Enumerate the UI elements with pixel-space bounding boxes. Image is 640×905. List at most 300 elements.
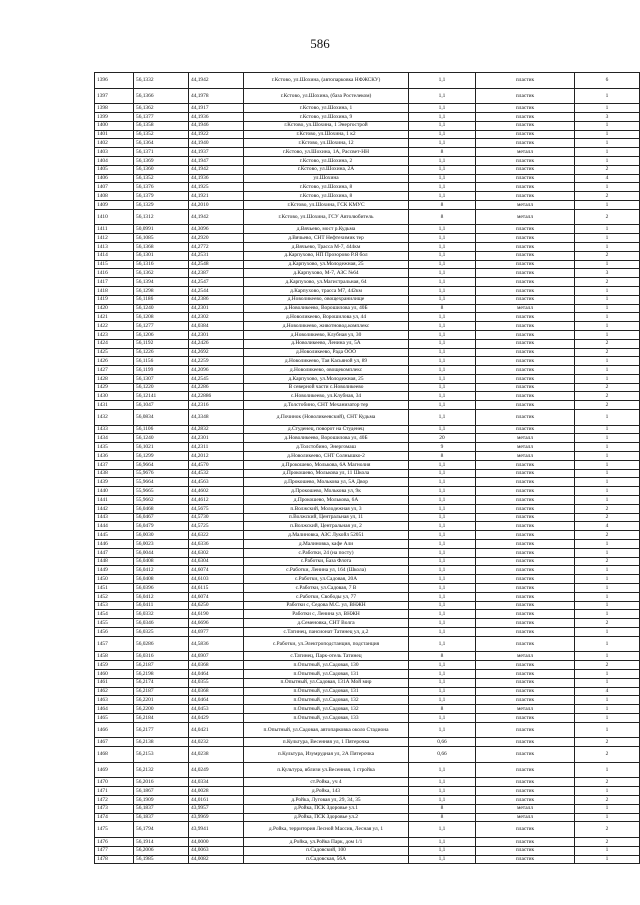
table-row [95,234,640,243]
count-cell: 2 [575,619,640,628]
latitude-cell: 56,0479 [134,522,189,531]
address-cell: п.Волжский, Центральная ул, 2 [244,522,409,531]
material-cell: пластик [476,610,575,619]
row-number-cell: 1415 [95,260,134,269]
longitude-cell: 44,1978 [189,88,244,104]
table-row [95,392,640,401]
latitude-cell: 56,1867 [134,787,189,796]
material-cell: металл [476,200,575,209]
longitude-cell: 44,1937 [189,148,244,157]
row-number-cell: 1422 [95,322,134,331]
longitude-cell: 44,0464 [189,669,244,678]
volume-cell: 1,1 [409,795,476,804]
volume-cell: 1,1 [409,225,476,234]
address-cell: д.Новоликеево, СНТ Солнышко-2 [244,452,409,461]
volume-cell: 1,1 [409,762,476,778]
address-cell: д.Ройка, ПСК Здоровье ул.2 [244,813,409,822]
row-number-cell: 1404 [95,156,134,165]
material-cell: пластик [476,722,575,738]
table-row [95,522,640,531]
longitude-cell: 44,2010 [189,200,244,209]
row-number-cell: 1432 [95,410,134,426]
latitude-cell: 56,0834 [134,410,189,426]
row-number-cell: 1448 [95,557,134,566]
count-cell: 4 [575,174,640,183]
material-cell: пластик [476,165,575,174]
count-cell: 1 [575,88,640,104]
address-cell: д.Прокошево, Молькова ул, 11 Школа [244,469,409,478]
row-number-cell: 1418 [95,286,134,295]
row-number-cell: 1454 [95,610,134,619]
latitude-cell: 56,1368 [134,242,189,251]
volume-cell: 1,1 [409,278,476,287]
count-cell: 2 [575,192,640,201]
material-cell: пластик [476,738,575,747]
latitude-cell: 56,2132 [134,762,189,778]
latitude-cell: 56,1369 [134,156,189,165]
count-cell: 1 [575,696,640,705]
table-row [95,104,640,113]
row-number-cell: 1473 [95,804,134,813]
volume-cell: 1,1 [409,678,476,687]
address-cell: п.Культура, вблизи ул.Весенняя, 1 стройка [244,762,409,778]
table-row [95,705,640,714]
count-cell: 2 [575,778,640,787]
address-cell: г.Кстово, ул.Шохина, 1А, Рассвет-НН [244,148,409,157]
count-cell: 1 [575,225,640,234]
material-cell: пластик [476,822,575,838]
count-cell: 1 [575,330,640,339]
material-cell: пластик [476,504,575,513]
latitude-cell: 56,0316 [134,652,189,661]
material-cell: пластик [476,513,575,522]
latitude-cell: 56,0411 [134,601,189,610]
table-row [95,330,640,339]
table-row [95,452,640,461]
address-cell: д.Новоликеево, Ленина ул, 5А [244,339,409,348]
count-cell: 1 [575,234,640,243]
row-number-cell: 1444 [95,522,134,531]
volume-cell: 1,1 [409,687,476,696]
table-row [95,374,640,383]
row-number-cell: 1417 [95,278,134,287]
address-cell: г.Кстово, ул.Шохина, 1 к2 [244,130,409,139]
count-cell: 1 [575,592,640,601]
row-number-cell: 1453 [95,601,134,610]
material-cell: пластик [476,669,575,678]
longitude-cell: 44,1942 [189,209,244,225]
row-number-cell: 1456 [95,628,134,637]
longitude-cell: 44,2286 [189,383,244,392]
address-cell: п.Опытный, ул.Садовая, 132 [244,696,409,705]
row-number-cell: 1451 [95,584,134,593]
table-row [95,787,640,796]
volume-cell: 1,1 [409,713,476,722]
address-cell: п.Опытный, ул.Садовая, 133 [244,713,409,722]
material-cell: пластик [476,88,575,104]
latitude-cell: 56,1226 [134,348,189,357]
longitude-cell: 44,2311 [189,443,244,452]
latitude-cell: 56,1352 [134,130,189,139]
count-cell: 1 [575,575,640,584]
longitude-cell: 44,2096 [189,366,244,375]
volume-cell: 1,1 [409,174,476,183]
material-cell: пластик [476,531,575,540]
count-cell: 2 [575,348,640,357]
material-cell: пластик [476,795,575,804]
volume-cell: 1,1 [409,425,476,434]
longitude-cell: 44,0368 [189,687,244,696]
address-cell: д.Семеновка, СНТ Волга [244,619,409,628]
count-cell: 1 [575,183,640,192]
material-cell: пластик [476,410,575,426]
count-cell: 1 [575,286,640,295]
address-cell: п.Опытный, ул.Садовая, 132 [244,705,409,714]
row-number-cell: 1414 [95,251,134,260]
volume-cell: 1,1 [409,112,476,121]
count-cell: 2 [575,661,640,670]
row-number-cell: 1412 [95,234,134,243]
longitude-cell: 44,1936 [189,112,244,121]
longitude-cell: 44,2301 [189,304,244,313]
table-row [95,846,640,855]
volume-cell: 1,1 [409,822,476,838]
volume-cell: 1,1 [409,540,476,549]
table-row [95,628,640,637]
longitude-cell: 44,5725 [189,522,244,531]
table-row [95,269,640,278]
address-cell: д.Новоликеево, овощехранилище [244,295,409,304]
address-cell: Работки с, Ленина ул, ВНЖН [244,610,409,619]
row-number-cell: 1469 [95,762,134,778]
table-row [95,592,640,601]
material-cell: пластик [476,104,575,113]
material-cell: пластик [476,260,575,269]
table-row [95,795,640,804]
material-cell: пластик [476,628,575,637]
longitude-cell: 44,2301 [189,434,244,443]
table-row [95,112,640,121]
material-cell: пластик [476,130,575,139]
count-cell: 1 [575,496,640,505]
count-cell: 1 [575,705,640,714]
longitude-cell: 44,4612 [189,496,244,505]
address-cell: г.Кстово, ул.Шохина, 8 [244,192,409,201]
address-cell: г.Кстово, ул.Шохина, 8 [244,183,409,192]
material-cell: металл [476,443,575,452]
volume-cell: 1,1 [409,778,476,787]
count-cell: 1 [575,443,640,452]
volume-cell: 1,1 [409,330,476,339]
row-number-cell: 1403 [95,148,134,157]
address-cell: д.Новоликеево, Ворошилова ул, 40Б [244,304,409,313]
volume-cell: 1,1 [409,661,476,670]
count-cell: 1 [575,804,640,813]
latitude-cell: 56,1021 [134,443,189,452]
address-cell: г.Кстово, ул.Шохина, 2А [244,165,409,174]
latitude-cell: 56,1837 [134,813,189,822]
count-cell: 1 [575,566,640,575]
material-cell: пластик [476,139,575,148]
longitude-cell: 44,2545 [189,374,244,383]
longitude-cell: 44,2544 [189,286,244,295]
address-cell: г.Кстово, ул.Шохина, ГСУ Автолюбитель [244,209,409,225]
latitude-cell: 56,1358 [134,121,189,130]
latitude-cell: 56,1329 [134,200,189,209]
row-number-cell: 1455 [95,619,134,628]
longitude-cell: 43,9969 [189,813,244,822]
latitude-cell: 56,2153 [134,747,189,763]
table-row [95,242,640,251]
table-row [95,738,640,747]
latitude-cell: 56,0408 [134,575,189,584]
table-row [95,366,640,375]
row-number-cell: 1435 [95,443,134,452]
count-cell: 1 [575,636,640,652]
longitude-cell: 44,2832 [189,425,244,434]
latitude-cell: 56,1985 [134,855,189,864]
material-cell: пластик [476,313,575,322]
latitude-cell: 55,9664 [134,478,189,487]
latitude-cell: 56,0412 [134,566,189,575]
material-cell: пластик [476,540,575,549]
address-cell: д.Карпухово, ул.Молодежная, 25 [244,374,409,383]
latitude-cell: 56,1240 [134,434,189,443]
latitude-cell: 56,0396 [134,584,189,593]
material-cell: пластик [476,762,575,778]
latitude-cell: 56,1371 [134,148,189,157]
material-cell: металл [476,813,575,822]
table-row [95,313,640,322]
longitude-cell: 44,2531 [189,251,244,260]
count-cell: 3 [575,112,640,121]
table-row [95,286,640,295]
volume-cell: 1,1 [409,339,476,348]
count-cell: 1 [575,156,640,165]
address-cell: с.Работки, 24 (на посту) [244,548,409,557]
longitude-cell: 44,0082 [189,855,244,864]
longitude-cell: 44,0249 [189,762,244,778]
material-cell: металл [476,452,575,461]
volume-cell: 1,1 [409,165,476,174]
row-number-cell: 1452 [95,592,134,601]
latitude-cell: 56,1914 [134,837,189,846]
row-number-cell: 1434 [95,434,134,443]
address-cell: п.Опытный, ул.Садовая, 130 [244,661,409,670]
address-cell: ул.Шохина [244,174,409,183]
longitude-cell: 44,0355 [189,678,244,687]
longitude-cell: 44,2259 [189,357,244,366]
row-number-cell: 1470 [95,778,134,787]
material-cell: пластик [476,234,575,243]
table-row [95,278,640,287]
address-cell: с.Новоликеево, ул.Клубная, 34 [244,392,409,401]
material-cell: металл [476,148,575,157]
count-cell: 3 [575,269,640,278]
material-cell: пластик [476,392,575,401]
count-cell: 1 [575,584,640,593]
count-cell: 6 [575,73,640,89]
material-cell: пластик [476,696,575,705]
table-row [95,804,640,813]
count-cell: 1 [575,669,640,678]
volume-cell: 1,1 [409,837,476,846]
longitude-cell: 44,6907 [189,652,244,661]
longitude-cell: 44,0161 [189,795,244,804]
latitude-cell: 56,1047 [134,401,189,410]
table-row [95,410,640,426]
volume-cell: 1,1 [409,696,476,705]
longitude-cell: 44,0232 [189,738,244,747]
material-cell: пластик [476,330,575,339]
table-row [95,192,640,201]
longitude-cell: 44,2301 [189,330,244,339]
material-cell: пластик [476,557,575,566]
material-cell: металл [476,209,575,225]
count-cell: 2 [575,278,640,287]
address-cell: п.Садовский, 100 [244,846,409,855]
latitude-cell: 56,1299 [134,452,189,461]
address-cell: с.Татинец, пансионат Татинец ул, д.2 [244,628,409,637]
latitude-cell: 56,1362 [134,269,189,278]
count-cell: 1 [575,200,640,209]
table-row [95,357,640,366]
table-row [95,487,640,496]
row-number-cell: 1416 [95,269,134,278]
latitude-cell: 56,0467 [134,513,189,522]
longitude-cell: 44,6302 [189,548,244,557]
latitude-cell: 56,1220 [134,383,189,392]
table-row [95,504,640,513]
table-row [95,148,640,157]
table-row [95,156,640,165]
latitude-cell: 56,1208 [134,313,189,322]
latitude-cell: 56,2177 [134,722,189,738]
latitude-cell: 56,2198 [134,669,189,678]
row-number-cell: 1423 [95,330,134,339]
longitude-cell: 44,2426 [189,339,244,348]
count-cell: 1 [575,846,640,855]
latitude-cell: 56,1332 [134,73,189,89]
latitude-cell: 56,2187 [134,687,189,696]
table-row [95,747,640,763]
address-cell: д.Ройка, ул.Ройка Парк, дом 1/1 [244,837,409,846]
longitude-cell: 44,6103 [189,575,244,584]
longitude-cell: 44,6977 [189,628,244,637]
row-number-cell: 1475 [95,822,134,838]
volume-cell: 8 [409,652,476,661]
count-cell: 1 [575,304,640,313]
address-cell: с.Работки, Ленина ул, 164 (Школа) [244,566,409,575]
count-cell: 1 [575,139,640,148]
latitude-cell: 56,1316 [134,260,189,269]
address-cell: д.Малиновка, АЗС Лукойл 52051 [244,531,409,540]
count-cell: 1 [575,813,640,822]
latitude-cell: 56,2138 [134,738,189,747]
address-cell: д.Вячьево, СНТ Нефтехимик тер [244,234,409,243]
volume-cell: 1,1 [409,460,476,469]
latitude-cell: 56,0408 [134,557,189,566]
volume-cell: 1,1 [409,383,476,392]
count-cell: 1 [575,628,640,637]
address-cell: д.Прокошево, Молькова ул, 9к [244,487,409,496]
longitude-cell: 44,2012 [189,452,244,461]
material-cell: пластик [476,278,575,287]
count-cell: 2 [575,557,640,566]
table-row [95,696,640,705]
table-row [95,531,640,540]
longitude-cell: 44,6074 [189,566,244,575]
material-cell: пластик [476,496,575,505]
material-cell: пластик [476,661,575,670]
table-row [95,478,640,487]
count-cell: 1 [575,374,640,383]
count-cell: 1 [575,121,640,130]
count-cell: 1 [575,366,640,375]
longitude-cell: 44,22886 [189,392,244,401]
count-cell: 2 [575,251,640,260]
volume-cell: 1,1 [409,357,476,366]
material-cell: пластик [476,348,575,357]
table-row [95,425,640,434]
row-number-cell: 1398 [95,104,134,113]
count-cell: 1 [575,487,640,496]
latitude-cell: 56,1794 [134,822,189,838]
longitude-cell: 44,1921 [189,192,244,201]
row-number-cell: 1443 [95,513,134,522]
volume-cell: 1,1 [409,610,476,619]
longitude-cell: 44,1917 [189,104,244,113]
volume-cell: 1,1 [409,286,476,295]
latitude-cell: 56,1362 [134,104,189,113]
latitude-cell: 56,1376 [134,183,189,192]
row-number-cell: 1440 [95,487,134,496]
container-sites-table [94,72,640,864]
latitude-cell: 56,1106 [134,425,189,434]
count-cell: 1 [575,452,640,461]
address-cell: п.Опытный, ул.Садовая, 131А Мой мир [244,678,409,687]
row-number-cell: 1459 [95,661,134,670]
count-cell: 2 [575,747,640,763]
count-cell: 2 [575,795,640,804]
table-row [95,225,640,234]
material-cell: пластик [476,522,575,531]
address-cell: г.Кстово, ул.Шохина, (база Ростелеком) [244,88,409,104]
address-cell: с.Работки, ул.Электроподстанция, подстанция [244,636,409,652]
address-cell: д.Карпухово, М-7, АЗС №64 [244,269,409,278]
longitude-cell: 44,1942 [189,165,244,174]
table-row [95,295,640,304]
volume-cell: 1,1 [409,130,476,139]
material-cell: металл [476,304,575,313]
table-row [95,513,640,522]
table-row [95,762,640,778]
longitude-cell: 44,0384 [189,322,244,331]
address-cell: ст.Ройка, уч 4 [244,778,409,787]
count-cell: 1 [575,713,640,722]
row-number-cell: 1401 [95,130,134,139]
row-number-cell: 1430 [95,392,134,401]
row-number-cell: 1411 [95,225,134,234]
volume-cell: 8 [409,813,476,822]
address-cell: д.Толстобино, Энергомаш [244,443,409,452]
material-cell: пластик [476,339,575,348]
latitude-cell: 56,1909 [134,795,189,804]
latitude-cell: 56,1085 [134,234,189,243]
table-row [95,443,640,452]
volume-cell: 1,1 [409,374,476,383]
material-cell: пластик [476,460,575,469]
